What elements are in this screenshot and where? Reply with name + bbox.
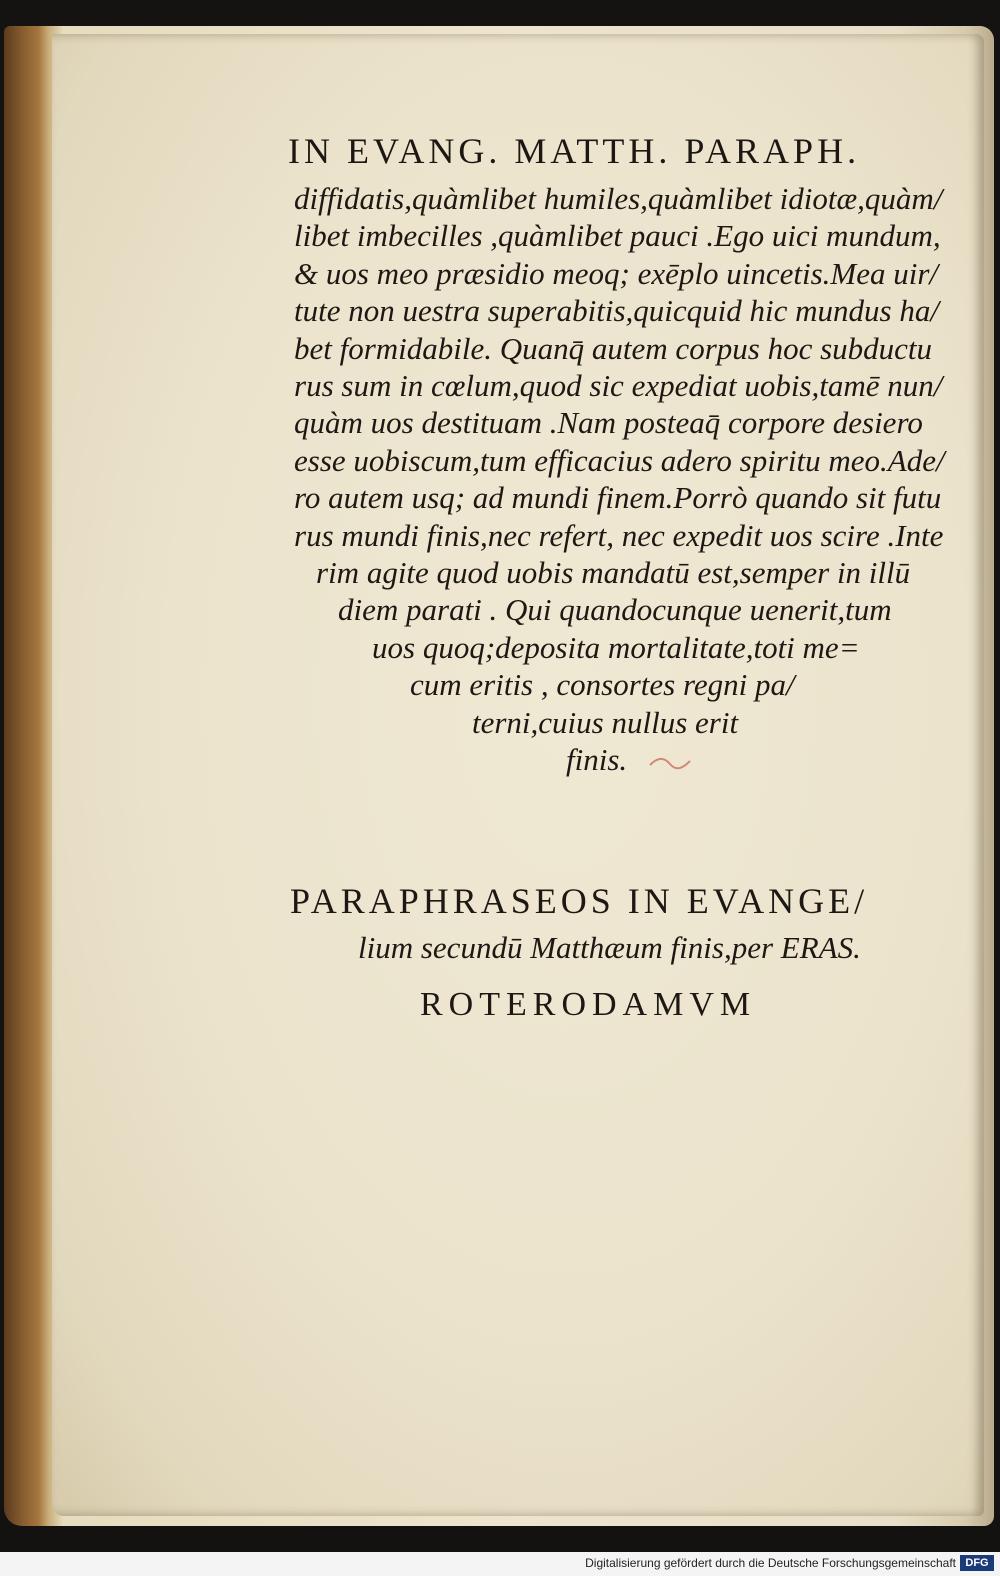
text-line: rim agite quod uobis mandatū est,semper in illū [316, 555, 911, 591]
main-text-block [294, 180, 945, 779]
text-line: libet imbecilles ,quàmlibet pauci .Ego uici mundum, [294, 218, 941, 254]
footer-credit: Digitalisierung gefördert durch die Deutsche Forschungsgemeinschaft [585, 1556, 956, 1570]
text-line: diffidatis,quàmlibet humiles,quàmlibet idiotæ,quàm/ [294, 181, 943, 216]
text-line: cum eritis , consortes regni pa/ [410, 667, 795, 703]
colophon-line: lium secundū Matthæum finis,per ERAS. [358, 930, 861, 965]
text-line: rus sum in cœlum,quod sic expediat uobis,tamē nun/ [294, 368, 943, 404]
text-line: esse uobiscum,tum efficacius adero spiritu meo.Ade/ [294, 442, 945, 478]
text-line: terni,cuius nullus erit [472, 704, 739, 740]
text-line: bet formidabile. Quanq̄ autem corpus hoc subductu [294, 330, 933, 366]
running-head: IN EVANG. MATTH. PARAPH. [288, 131, 861, 171]
colophon [290, 880, 930, 1024]
red-pen-mark [648, 755, 692, 771]
text-line: diem parati . Qui quandocunque uenerit,tum [338, 592, 892, 628]
colophon-line: PARAPHRASEOS IN EVANGE/ [290, 881, 869, 921]
text-line: quàm uos destituam .Nam posteaq̄ corpore desiero [294, 405, 923, 441]
text-line: finis. [566, 742, 628, 778]
text-line: ro autem usq; ad mundi finem.Porrò quando sit futu [294, 480, 942, 516]
dfg-logo: DFG [960, 1555, 994, 1571]
colophon-line: ROTERODAMVM [420, 986, 757, 1023]
text-line: tute non uestra superabitis,quicquid hic mundus ha/ [294, 293, 939, 329]
text-line: & uos meo præsidio meoq; exēplo uincetis.Mea uir/ [294, 255, 939, 291]
text-line: rus mundi finis,nec refert, nec expedit uos scire .Inte [294, 517, 944, 553]
text-line: uos quoq;deposita mortalitate,toti me= [372, 629, 860, 665]
